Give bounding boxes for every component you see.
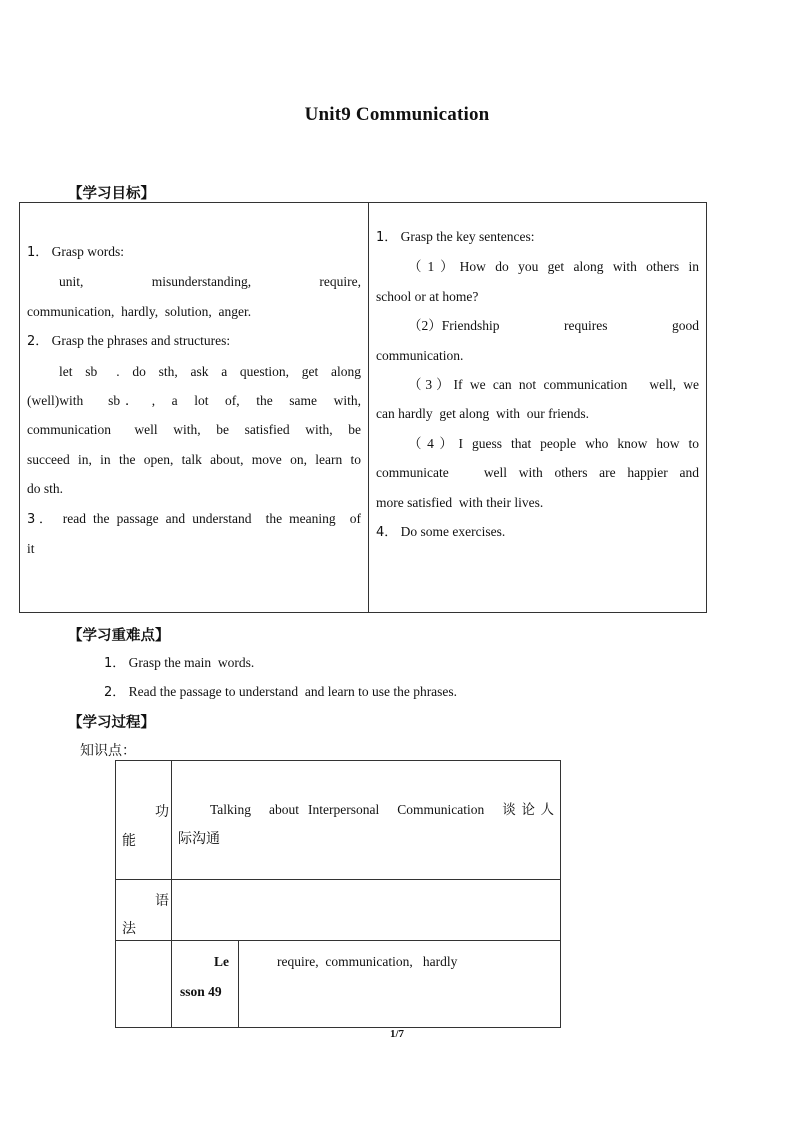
key-sentence-4-cont-2: more satisfied with their lives. (376, 494, 544, 510)
words-line-1: unit, misunderstanding, require, (59, 274, 361, 290)
lesson-label-cell: Le sson 49 (172, 941, 239, 1028)
table-row-function (116, 761, 561, 880)
row-content-function: Talking about Interpersonal Communication 谈论人 际沟通 (172, 761, 561, 880)
key-sentence-3-cont: can hardly get along with our friends. (376, 406, 589, 422)
knowledge-points-label: 知识点： (80, 743, 136, 759)
row-label-empty (116, 941, 172, 1028)
words-line-2: communication, hardly, solution, anger. (27, 303, 252, 319)
goal-item-1: 1． Grasp words: (27, 244, 125, 260)
row-label-grammar: 语 法 (116, 880, 172, 941)
row-content-grammar (172, 880, 561, 941)
key-sentence-2: （2）Friendship requires good (408, 318, 699, 334)
key-sentence-4: （4）I guess that people who know how to (408, 435, 700, 451)
goal-item-3-cont: it (27, 541, 35, 557)
table-row-grammar (116, 880, 561, 941)
phrases-line-5: do sth. (27, 481, 64, 497)
key-point-item: 2． Read the passage to understand and learn to use the phrases. (104, 684, 458, 700)
learning-goals-left-cell (27, 237, 361, 563)
phrases-line-1: let sb . do sth, ask a question, get along (59, 363, 361, 379)
key-sentence-1: （1）How do you get along with others in (408, 259, 700, 275)
learning-goals-heading: 【学习目标】 (68, 186, 155, 202)
learning-goals-right-cell (376, 222, 699, 547)
phrases-line-3: communication well with, be satisfied with, be (27, 422, 361, 438)
key-sentence-4-cont: communicate well with others are happier and (376, 465, 699, 481)
goal-item-3: 3． read the passage and understand the meaning of (27, 510, 362, 527)
learning-process-heading: 【学习过程】 (68, 715, 155, 731)
key-points-heading: 【学习重难点】 (68, 628, 170, 644)
learning-goals-table-divider (368, 202, 369, 613)
goal-right-item-4: 4． Do some exercises. (376, 524, 506, 541)
phrases-line-4: succeed in, in the open, talk about, move on, learn to (27, 451, 361, 467)
goal-item-2: 2． Grasp the phrases and structures: (27, 333, 231, 350)
page-number: 1/7 (389, 1028, 405, 1040)
page-title: Unit9 Communication (304, 104, 490, 125)
knowledge-table (115, 760, 561, 1028)
key-point-item: 1． Grasp the main words. (104, 655, 255, 671)
goal-right-item-1: 1． Grasp the key sentences: (376, 229, 535, 245)
key-sentence-2-cont: communication. (376, 347, 464, 363)
phrases-line-2: (well)with sb． , a lot of, the same with, (27, 393, 361, 409)
key-sentence-1-cont: school or at home? (376, 288, 479, 304)
lesson-words-cell: require, communication, hardly (239, 941, 561, 1028)
key-sentence-3: （3）If we can not communication well, we (408, 377, 699, 393)
row-label-function: 功 能 (116, 761, 172, 880)
table-row-lesson (116, 941, 561, 1028)
